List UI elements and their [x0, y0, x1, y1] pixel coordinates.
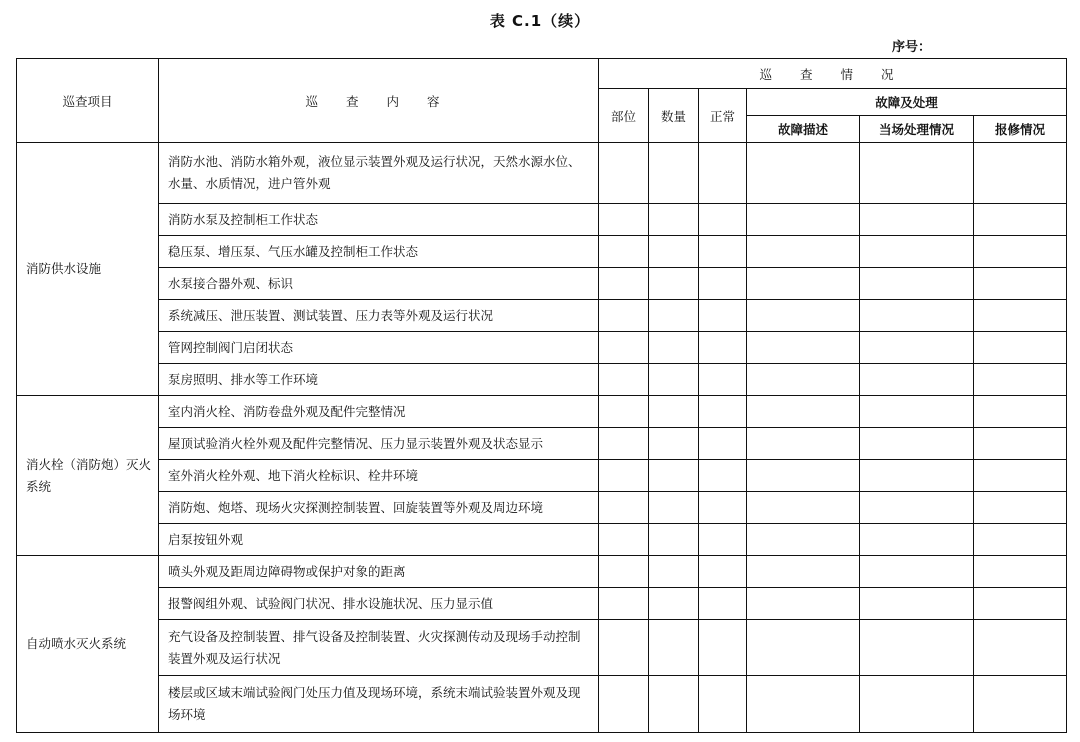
location-cell[interactable]	[599, 556, 649, 588]
col-onsite-handling: 当场处理情况	[860, 116, 974, 143]
quantity-cell[interactable]	[649, 396, 699, 428]
repair-status-cell[interactable]	[974, 556, 1067, 588]
quantity-cell[interactable]	[649, 268, 699, 300]
fault-description-cell[interactable]	[747, 492, 860, 524]
location-cell[interactable]	[599, 143, 649, 204]
normal-cell[interactable]	[699, 620, 747, 676]
location-cell[interactable]	[599, 676, 649, 733]
table-row-content: 屋顶试验消火栓外观及配件完整情况、压力显示装置外观及状态显示	[159, 428, 599, 460]
repair-status-cell[interactable]	[974, 364, 1067, 396]
inspection-table	[16, 58, 1067, 733]
onsite-handling-cell[interactable]	[860, 460, 974, 492]
table-row-content: 室内消火栓、消防卷盘外观及配件完整情况	[159, 396, 599, 428]
onsite-handling-cell[interactable]	[860, 204, 974, 236]
location-cell[interactable]	[599, 492, 649, 524]
location-cell[interactable]	[599, 332, 649, 364]
quantity-cell[interactable]	[649, 588, 699, 620]
location-cell[interactable]	[599, 460, 649, 492]
quantity-cell[interactable]	[649, 204, 699, 236]
col-inspection-content: 巡 查 内 容	[159, 59, 599, 143]
fault-description-cell[interactable]	[747, 268, 860, 300]
fault-description-cell[interactable]	[747, 428, 860, 460]
col-fault-handling: 故障及处理	[747, 89, 1067, 116]
onsite-handling-cell[interactable]	[860, 268, 974, 300]
fault-description-cell[interactable]	[747, 460, 860, 492]
location-cell[interactable]	[599, 524, 649, 556]
quantity-cell[interactable]	[649, 143, 699, 204]
location-cell[interactable]	[599, 364, 649, 396]
location-cell[interactable]	[599, 204, 649, 236]
fault-description-cell[interactable]	[747, 236, 860, 268]
normal-cell[interactable]	[699, 428, 747, 460]
repair-status-cell[interactable]	[974, 428, 1067, 460]
quantity-cell[interactable]	[649, 556, 699, 588]
fault-description-cell[interactable]	[747, 204, 860, 236]
repair-status-cell[interactable]	[974, 143, 1067, 204]
table-row-content: 水泵接合器外观、标识	[159, 268, 599, 300]
quantity-cell[interactable]	[649, 428, 699, 460]
col-inspection-situation: 巡 查 情 况	[599, 59, 1067, 89]
location-cell[interactable]	[599, 236, 649, 268]
fault-description-cell[interactable]	[747, 556, 860, 588]
normal-cell[interactable]	[699, 396, 747, 428]
col-repair-status: 报修情况	[974, 116, 1067, 143]
serial-number-label: 序号：	[892, 40, 932, 55]
onsite-handling-cell[interactable]	[860, 428, 974, 460]
repair-status-cell[interactable]	[974, 460, 1067, 492]
repair-status-cell[interactable]	[974, 268, 1067, 300]
normal-cell[interactable]	[699, 300, 747, 332]
repair-status-cell[interactable]	[974, 204, 1067, 236]
onsite-handling-cell[interactable]	[860, 676, 974, 733]
location-cell[interactable]	[599, 396, 649, 428]
location-cell[interactable]	[599, 620, 649, 676]
repair-status-cell[interactable]	[974, 676, 1067, 733]
table-row-content: 稳压泵、增压泵、气压水罐及控制柜工作状态	[159, 236, 599, 268]
quantity-cell[interactable]	[649, 364, 699, 396]
normal-cell[interactable]	[699, 143, 747, 204]
onsite-handling-cell[interactable]	[860, 396, 974, 428]
table-row-content: 消防炮、炮塔、现场火灾探测控制装置、回旋装置等外观及周边环境	[159, 492, 599, 524]
quantity-cell[interactable]	[649, 620, 699, 676]
normal-cell[interactable]	[699, 588, 747, 620]
repair-status-cell[interactable]	[974, 332, 1067, 364]
col-inspection-item: 巡查项目	[17, 59, 159, 143]
fault-description-cell[interactable]	[747, 300, 860, 332]
category-sprinkler-system: 自动喷水灭火系统	[17, 556, 159, 733]
onsite-handling-cell[interactable]	[860, 492, 974, 524]
quantity-cell[interactable]	[649, 676, 699, 733]
table-row-content: 系统减压、泄压装置、测试装置、压力表等外观及运行状况	[159, 300, 599, 332]
normal-cell[interactable]	[699, 236, 747, 268]
onsite-handling-cell[interactable]	[860, 620, 974, 676]
normal-cell[interactable]	[699, 492, 747, 524]
table-row-content: 启泵按钮外观	[159, 524, 599, 556]
onsite-handling-cell[interactable]	[860, 364, 974, 396]
repair-status-cell[interactable]	[974, 620, 1067, 676]
table-row-content: 消防水池、消防水箱外观，液位显示装置外观及运行状况，天然水源水位、水量、水质情况，进户管外观	[159, 143, 599, 204]
normal-cell[interactable]	[699, 204, 747, 236]
table-row-content: 报警阀组外观、试验阀门状况、排水设施状况、压力显示值	[159, 588, 599, 620]
onsite-handling-cell[interactable]	[860, 236, 974, 268]
repair-status-cell[interactable]	[974, 588, 1067, 620]
repair-status-cell[interactable]	[974, 396, 1067, 428]
quantity-cell[interactable]	[649, 524, 699, 556]
fault-description-cell[interactable]	[747, 676, 860, 733]
normal-cell[interactable]	[699, 364, 747, 396]
onsite-handling-cell[interactable]	[860, 332, 974, 364]
onsite-handling-cell[interactable]	[860, 524, 974, 556]
normal-cell[interactable]	[699, 332, 747, 364]
normal-cell[interactable]	[699, 460, 747, 492]
table-row-content: 充气设备及控制装置、排气设备及控制装置、火灾探测传动及现场手动控制装置外观及运行状况	[159, 620, 599, 676]
repair-status-cell[interactable]	[974, 236, 1067, 268]
normal-cell[interactable]	[699, 268, 747, 300]
fault-description-cell[interactable]	[747, 396, 860, 428]
quantity-cell[interactable]	[649, 236, 699, 268]
onsite-handling-cell[interactable]	[860, 143, 974, 204]
location-cell[interactable]	[599, 428, 649, 460]
quantity-cell[interactable]	[649, 300, 699, 332]
table-row-content: 喷头外观及距周边障碍物或保护对象的距离	[159, 556, 599, 588]
normal-cell[interactable]	[699, 676, 747, 733]
location-cell[interactable]	[599, 300, 649, 332]
fault-description-cell[interactable]	[747, 143, 860, 204]
quantity-cell[interactable]	[649, 492, 699, 524]
category-hydrant-system: 消火栓（消防炮）灭火系统	[17, 396, 159, 556]
col-normal: 正常	[699, 89, 747, 143]
table-row-content: 管网控制阀门启闭状态	[159, 332, 599, 364]
category-water-supply: 消防供水设施	[17, 143, 159, 396]
fault-description-cell[interactable]	[747, 620, 860, 676]
col-quantity: 数量	[649, 89, 699, 143]
table-title: 表 C.1（续）	[489, 12, 591, 30]
repair-status-cell[interactable]	[974, 492, 1067, 524]
repair-status-cell[interactable]	[974, 300, 1067, 332]
normal-cell[interactable]	[699, 556, 747, 588]
fault-description-cell[interactable]	[747, 332, 860, 364]
table-row-content: 室外消火栓外观、地下消火栓标识、栓井环境	[159, 460, 599, 492]
normal-cell[interactable]	[699, 524, 747, 556]
location-cell[interactable]	[599, 588, 649, 620]
location-cell[interactable]	[599, 268, 649, 300]
fault-description-cell[interactable]	[747, 364, 860, 396]
table-row-content: 楼层或区域末端试验阀门处压力值及现场环境，系统末端试验装置外观及现场环境	[159, 676, 599, 733]
col-fault-description: 故障描述	[747, 116, 860, 143]
onsite-handling-cell[interactable]	[860, 588, 974, 620]
quantity-cell[interactable]	[649, 460, 699, 492]
table-row-content: 泵房照明、排水等工作环境	[159, 364, 599, 396]
onsite-handling-cell[interactable]	[860, 300, 974, 332]
repair-status-cell[interactable]	[974, 524, 1067, 556]
table-row-content: 消防水泵及控制柜工作状态	[159, 204, 599, 236]
onsite-handling-cell[interactable]	[860, 556, 974, 588]
fault-description-cell[interactable]	[747, 524, 860, 556]
quantity-cell[interactable]	[649, 332, 699, 364]
col-location: 部位	[599, 89, 649, 143]
fault-description-cell[interactable]	[747, 588, 860, 620]
